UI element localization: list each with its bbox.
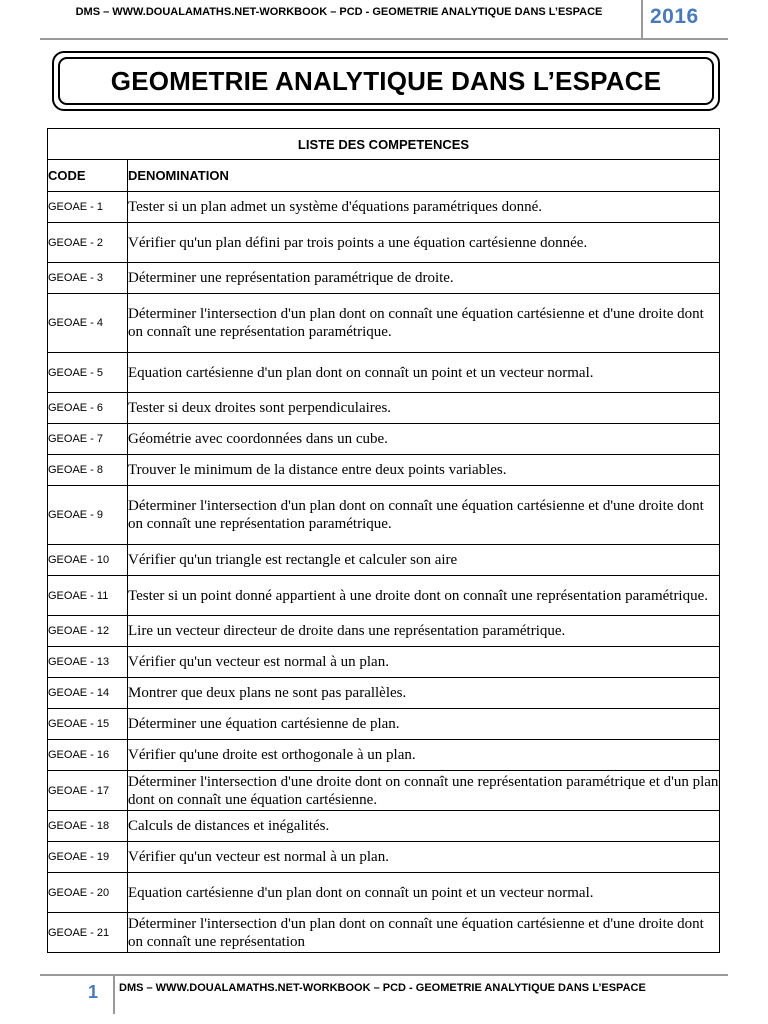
competence-denomination: Equation cartésienne d'un plan dont on connaît un point et un vecteur normal. — [128, 353, 720, 393]
table-row — [48, 811, 720, 842]
competence-denomination: Lire un vecteur directeur de droite dans une représentation paramétrique. — [128, 616, 720, 647]
table-row — [48, 647, 720, 678]
competence-denomination: Déterminer une équation cartésienne de plan. — [128, 709, 720, 740]
competence-denomination: Vérifier qu'un triangle est rectangle et calculer son aire — [128, 545, 720, 576]
header-year: 2016 — [650, 5, 699, 28]
competence-denomination: Montrer que deux plans ne sont pas parallèles. — [128, 678, 720, 709]
competence-denomination: Trouver le minimum de la distance entre deux points variables. — [128, 455, 720, 486]
competence-denomination: Géométrie avec coordonnées dans un cube. — [128, 424, 720, 455]
competence-denomination: Déterminer l'intersection d'une droite dont on connaît une représentation paramétrique et d'un plan dont on connaît une équation cartésienne. — [128, 771, 720, 811]
title-inner-frame — [58, 57, 714, 105]
table-row — [48, 842, 720, 873]
table-row — [48, 709, 720, 740]
header-rule — [40, 38, 728, 40]
competence-code: GEOAE - 19 — [48, 842, 128, 873]
table-row — [48, 576, 720, 616]
competence-denomination: Déterminer une représentation paramétrique de droite. — [128, 263, 720, 294]
table-row — [48, 616, 720, 647]
table-row — [48, 678, 720, 709]
competence-denomination: Vérifier qu'un plan défini par trois points a une équation cartésienne donnée. — [128, 223, 720, 263]
footer-divider — [113, 974, 115, 1014]
table-row — [48, 393, 720, 424]
competence-code: GEOAE - 15 — [48, 709, 128, 740]
table-row — [48, 771, 720, 811]
running-footer: DMS – WWW.DOUALAMATHS.NET-WORKBOOK – PCD - GEOMETRIE ANALYTIQUE DANS L’ESPACE — [119, 982, 646, 994]
competence-denomination: Vérifier qu'une droite est orthogonale à un plan. — [128, 740, 720, 771]
competence-denomination: Vérifier qu'un vecteur est normal à un plan. — [128, 647, 720, 678]
table-row — [48, 740, 720, 771]
column-header-denomination: DENOMINATION — [128, 160, 720, 192]
competence-code: GEOAE - 6 — [48, 393, 128, 424]
competence-denomination: Déterminer l'intersection d'un plan dont on connaît une équation cartésienne et d'une droite dont on connaît une représentation — [128, 913, 720, 953]
competence-code: GEOAE - 2 — [48, 223, 128, 263]
table-row — [48, 545, 720, 576]
competence-code: GEOAE - 8 — [48, 455, 128, 486]
table-row — [48, 455, 720, 486]
table-row — [48, 913, 720, 953]
competence-denomination: Vérifier qu'un vecteur est normal à un plan. — [128, 842, 720, 873]
competence-code: GEOAE - 21 — [48, 913, 128, 953]
competence-code: GEOAE - 4 — [48, 294, 128, 353]
competence-denomination: Tester si deux droites sont perpendiculaires. — [128, 393, 720, 424]
competences-table — [47, 128, 720, 953]
competence-code: GEOAE - 18 — [48, 811, 128, 842]
table-header-row — [48, 160, 720, 192]
table-row — [48, 353, 720, 393]
competence-code: GEOAE - 12 — [48, 616, 128, 647]
running-header: DMS – WWW.DOUALAMATHS.NET-WORKBOOK – PCD - GEOMETRIE ANALYTIQUE DANS L’ESPACE — [75, 6, 603, 18]
competence-code: GEOAE - 3 — [48, 263, 128, 294]
table-row — [48, 294, 720, 353]
table-row — [48, 424, 720, 455]
column-header-code: CODE — [48, 160, 128, 192]
competence-code: GEOAE - 9 — [48, 486, 128, 545]
competence-code: GEOAE - 7 — [48, 424, 128, 455]
page-title: GEOMETRIE ANALYTIQUE DANS L’ESPACE — [110, 65, 662, 96]
competence-code: GEOAE - 1 — [48, 192, 128, 223]
table-row — [48, 263, 720, 294]
competence-code: GEOAE - 5 — [48, 353, 128, 393]
competence-denomination: Equation cartésienne d'un plan dont on connaît un point et un vecteur normal. — [128, 873, 720, 913]
competence-denomination: Déterminer l'intersection d'un plan dont on connaît une équation cartésienne et d'une droite dont on connaît une représentation paramétrique. — [128, 486, 720, 545]
table-row — [48, 873, 720, 913]
table-caption-row — [48, 129, 720, 160]
competence-denomination: Déterminer l'intersection d'un plan dont on connaît une équation cartésienne et d'une droite dont on connaît une représentation paramétrique. — [128, 294, 720, 353]
table-row — [48, 192, 720, 223]
header-divider — [641, 0, 643, 40]
competence-code: GEOAE - 16 — [48, 740, 128, 771]
competence-code: GEOAE - 10 — [48, 545, 128, 576]
table-row — [48, 486, 720, 545]
table-row — [48, 223, 720, 263]
competence-code: GEOAE - 11 — [48, 576, 128, 616]
competence-code: GEOAE - 13 — [48, 647, 128, 678]
footer-rule — [40, 974, 728, 976]
competence-code: GEOAE - 14 — [48, 678, 128, 709]
title-frame — [52, 51, 720, 111]
table-caption: LISTE DES COMPETENCES — [48, 129, 720, 160]
competence-denomination: Calculs de distances et inégalités. — [128, 811, 720, 842]
competence-code: GEOAE - 20 — [48, 873, 128, 913]
competence-denomination: Tester si un point donné appartient à une droite dont on connaît une représentation paramétrique. — [128, 576, 720, 616]
page-number: 1 — [88, 982, 99, 1002]
competence-code: GEOAE - 17 — [48, 771, 128, 811]
competence-denomination: Tester si un plan admet un système d'équations paramétriques donné. — [128, 192, 720, 223]
